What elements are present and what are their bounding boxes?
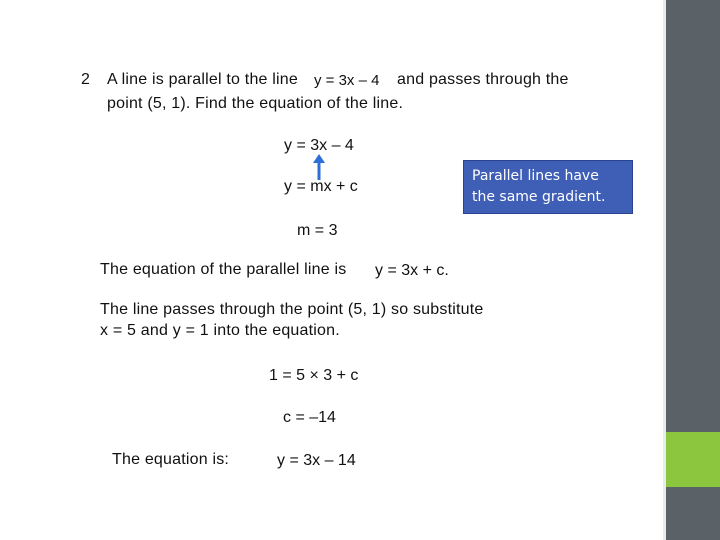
- question-equation: y = 3x – 4: [314, 72, 380, 89]
- given-equation: y = 3x – 4: [284, 137, 354, 154]
- parallel-line-text: The equation of the parallel line is: [100, 261, 347, 278]
- substituted-equation: 1 = 5 × 3 + c: [269, 367, 359, 384]
- answer-equation: y = 3x – 14: [277, 452, 356, 469]
- question-text-line2: point (5, 1). Find the equation of the line.: [107, 95, 404, 112]
- intercept-result: c = –14: [283, 409, 336, 426]
- sidebar-accent-block: [666, 432, 720, 487]
- general-equation: y = mx + c: [284, 178, 358, 195]
- parallel-line-equation: y = 3x + c.: [375, 262, 449, 279]
- gradient-callout: [463, 160, 633, 214]
- question-number: 2: [81, 71, 91, 88]
- answer-label: The equation is:: [112, 451, 230, 468]
- up-arrow-icon: [312, 153, 326, 181]
- gradient-equation: m = 3: [297, 222, 338, 239]
- substitute-text-line1: The line passes through the point (5, 1) so substitute: [100, 301, 484, 318]
- question-text-part1: A line is parallel to the line: [107, 71, 298, 88]
- substitute-text-line2: x = 5 and y = 1 into the equation.: [100, 322, 340, 339]
- callout-text: Parallel lines have the same gradient.: [472, 168, 606, 205]
- question-text-part2: and passes through the: [397, 71, 569, 88]
